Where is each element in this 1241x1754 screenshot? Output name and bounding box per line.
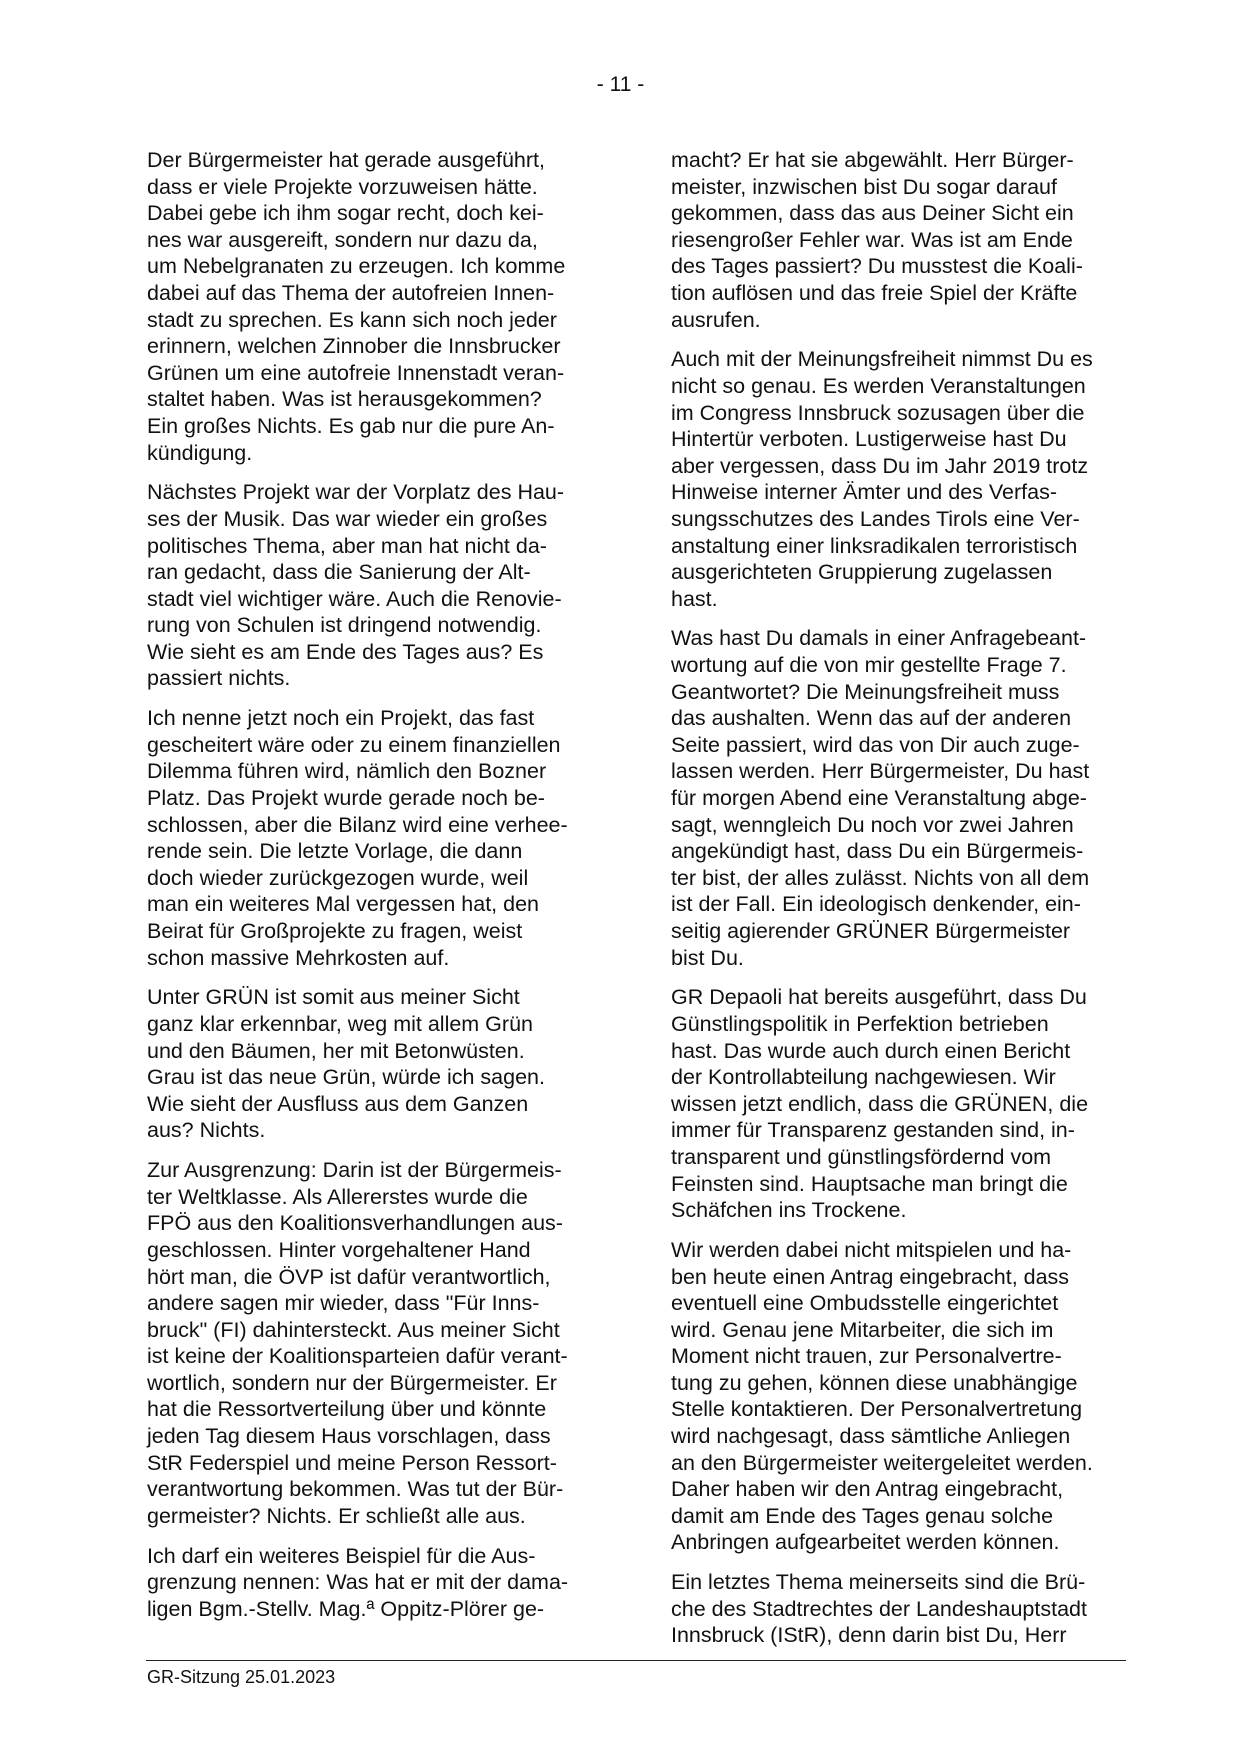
- paragraph: Zur Ausgrenzung: Darin ist der Bürgermeis- ter Weltklasse. Als Allererstes wurde die FPÖ aus den Koalitionsverhandlungen aus- geschlossen. Hinter vorgehaltener Hand hört man, die ÖVP ist dafür verantwortlich, andere sagen mir wieder, dass "Für Inns- bruck" (FI) dahintersteckt. Aus meiner Sicht ist keine der Koalitionsparteien dafür verant- wortlich, sondern nur der Bürgermeister. Er hat die Ressortverteilung über und könnte jeden Tag diesem Haus vorschlagen, dass StR Federspiel und meine Person Ressort- verantwortung bekommen. Was tut der Bür- germeister? Nichts. Er schließt alle aus.: [147, 1158, 568, 1528]
- paragraph: Ich darf ein weiteres Beispiel für die Aus- grenzung nennen: Was hat er mit der dama- ligen Bgm.-Stellv. Mag.ª Oppitz-Plörer ge-: [147, 1543, 569, 1621]
- paragraph: Unter GRÜN ist somit aus meiner Sicht ganz klar erkennbar, weg mit allem Grün und den Bäumen, her mit Betonwüsten. Grau ist das neue Grün, würde ich sagen. Wie sieht der Ausfluss aus dem Ganzen aus? Nichts.: [147, 985, 545, 1143]
- paragraph: Auch mit der Meinungsfreiheit nimmst Du es nicht so genau. Es werden Veranstaltungen im Congress Innsbruck sozusagen über die Hintertür verboten. Lustigerweise hast Du aber vergessen, dass Du im Jahr 2019 trotz Hinweise interner Ämter und des Verfas- sungsschutzes des Landes Tirols eine Ver- anstaltung einer linksradikalen terroristisch ausgerichteten Gruppierung zugelassen hast.: [671, 347, 1093, 611]
- paragraph: Der Bürgermeister hat gerade ausgeführt, dass er viele Projekte vorzuweisen hätte. Dabei gebe ich ihm sogar recht, doch kei- nes war ausgereift, sondern nur dazu da, um Nebelgranaten zu erzeugen. Ich komme dabei auf das Thema der autofreien Innen- stadt zu sprechen. Es kann sich noch jeder erinnern, welchen Zinnober die Innsbrucker Grünen um eine autofreie Innenstadt veran- staltet haben. Was ist herausgekommen? Ein großes Nichts. Es gab nur die pure An- kündigung.: [147, 148, 566, 465]
- footer-session-date: GR-Sitzung 25.01.2023: [147, 1667, 336, 1687]
- paragraph: Ein letztes Thema meinerseits sind die Brü- che des Stadtrechtes der Landeshauptstadt Innsbruck (IStR), denn darin bist Du, Herr: [671, 1570, 1087, 1648]
- right-column: [671, 147, 1126, 1662]
- paragraph: Nächstes Projekt war der Vorplatz des Hau- ses der Musik. Das war wieder ein großes politisches Thema, aber man hat nicht da- ran gedacht, dass die Sanierung der Alt- stadt viel wichtiger wäre. Auch die Renovie- rung von Schulen ist dringend notwendig. Wie sieht es am Ende des Tages aus? Es passiert nichts.: [147, 480, 565, 691]
- footer-divider: [146, 1660, 1126, 1661]
- paragraph: GR Depaoli hat bereits ausgeführt, dass Du Günstlingspolitik in Perfektion betrieben hast. Das wurde auch durch einen Bericht der Kontrollabteilung nachgewiesen. Wir wissen jetzt endlich, dass die GRÜNEN, die immer für Transparenz gestanden sind, in- transparent und günstlingsfördernd vom Feinsten sind. Hauptsache man bringt die Schäfchen ins Trockene.: [671, 985, 1089, 1223]
- page-number: - 11 -: [596, 73, 645, 96]
- left-column: [147, 147, 602, 1636]
- paragraph: Was hast Du damals in einer Anfragebeant- wortung auf die von mir gestellte Frage 7. Geantwortet? Die Meinungsfreiheit muss das aushalten. Wenn das auf der anderen Seite passiert, wird das von Dir auch zuge- lassen werden. Herr Bürgermeister, Du hast für morgen Abend eine Veranstaltung abge- sagt, wenngleich Du noch vor zwei Jahren angekündigt hast, dass Du ein Bürgermeis- ter bist, der alles zulässt. Nichts von all dem ist der Fall. Ein ideologisch denkender, ein- seitig agierender GRÜNER Bürgermeister bist Du.: [671, 626, 1090, 970]
- paragraph: Wir werden dabei nicht mitspielen und ha- ben heute einen Antrag eingebracht, dass eventuell eine Ombudsstelle eingerichtet wird. Genau jene Mitarbeiter, die sich im Moment nicht trauen, zur Personalvertre- tung zu gehen, können diese unabhängige Stelle kontaktieren. Der Personalvertretung wird nachgesagt, dass sämtliche Anliegen an den Bürgermeister weitergeleitet werden. Daher haben wir den Antrag eingebracht, damit am Ende des Tages genau solche Anbringen aufgearbeitet werden können.: [671, 1237, 1093, 1555]
- paragraph: Ich nenne jetzt noch ein Projekt, das fast gescheitert wäre oder zu einem finanziellen Dilemma führen wird, nämlich den Bozner Platz. Das Projekt wurde gerade noch be- schlossen, aber die Bilanz wird eine verhee- rende sein. Die letzte Vorlage, die dann doch wieder zurückgezogen wurde, weil man ein weiteres Mal vergessen hat, den Beirat für Großprojekte zu fragen, weist schon massive Mehrkosten auf.: [147, 706, 568, 970]
- paragraph: macht? Er hat sie abgewählt. Herr Bürger- meister, inzwischen bist Du sogar darauf gekommen, dass das aus Deiner Sicht ein riesengroßer Fehler war. Was ist am Ende des Tages passiert? Du musstest die Koali- tion auflösen und das freie Spiel der Kräfte ausrufen.: [671, 148, 1083, 332]
